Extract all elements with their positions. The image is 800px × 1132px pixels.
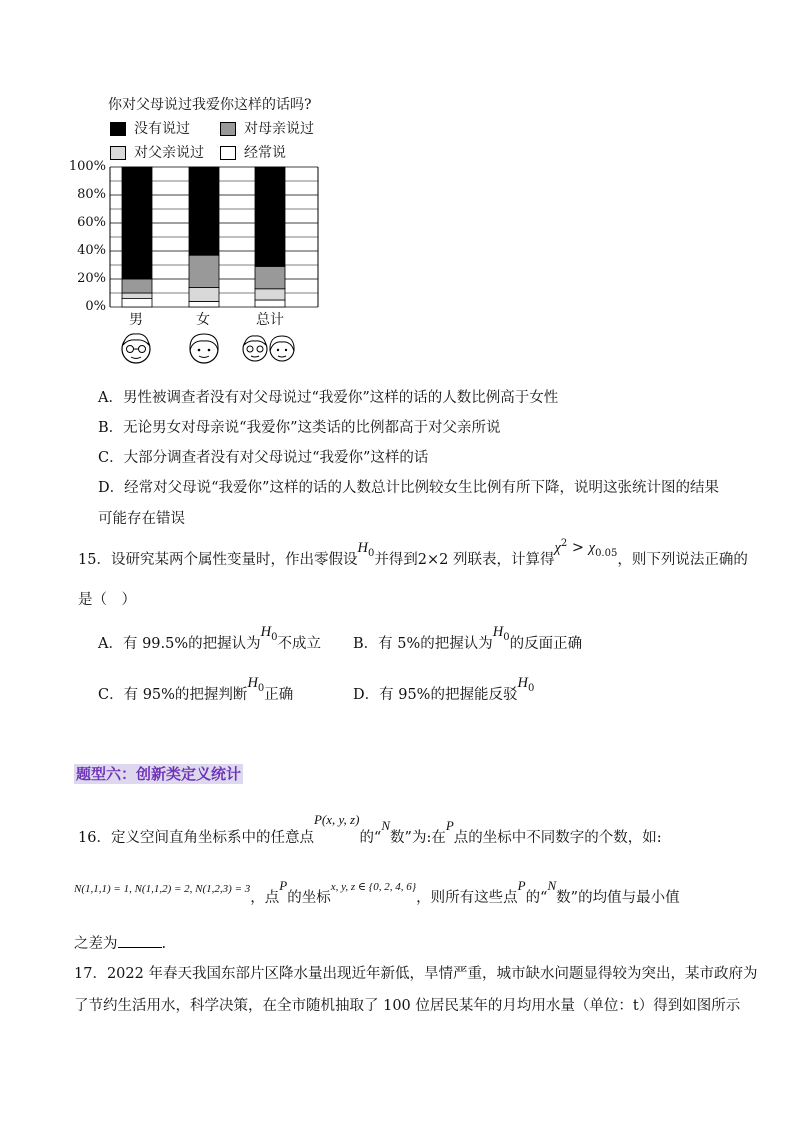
bar-segment-男-对母亲说过 — [122, 279, 152, 293]
group-faces-icon — [240, 330, 300, 366]
bar-segment-男-经常说 — [122, 299, 152, 307]
legend-label-mother: 对母亲说过 — [244, 121, 314, 137]
ytick-label: 40% — [77, 243, 106, 258]
bar-segment-女-对父亲说过 — [189, 287, 219, 301]
q17-line2: 了节约生活用水，科学决策，在全市随机抽取了 100 位居民某年的月均用水量（单位：t）得到如图所示 — [74, 998, 741, 1014]
q15-text-3: ，则下列说法正确的 — [617, 552, 748, 568]
q14-option-c: C．大部分调查者没有对父母说过“我爱你”这样的话 — [98, 450, 429, 466]
bar-segment-男-没有说过 — [122, 167, 152, 279]
section-heading: 题型六：创新类定义统计 — [76, 765, 242, 783]
q15-stem — [78, 538, 748, 571]
bar-segment-男-对父亲说过 — [122, 293, 152, 299]
q15-text-1: 15．设研究某两个属性变量时，作出零假设 — [78, 552, 358, 568]
chi-square-inequality: $\chi^2 > \chi_{0.05}$ — [554, 538, 618, 559]
q16-stem-line3: 之差为 . — [74, 936, 167, 952]
coordinate-set: x, y, z ∈ {0, 2, 4, 6} — [330, 881, 417, 893]
bar-segment-女-经常说 — [189, 301, 219, 307]
q15-option-b: B．有 5%的把握认为$H_0$的反面正确 — [353, 624, 583, 652]
q14-option-d-line1: D．经常对父母说“我爱你”这样的话的人数总计比例较女生比例有所下降，说明这张统计图的结果 — [98, 480, 719, 496]
answer-blank — [118, 935, 162, 948]
stacked-bar-chart — [0, 0, 400, 320]
bar-segment-总计-对父亲说过 — [255, 289, 285, 300]
ytick-label: 80% — [77, 187, 106, 202]
q15-option-a: A．有 99.5%的把握认为$H_0$不成立 — [98, 624, 322, 652]
q15-stem-end: 是（ ） — [78, 592, 136, 608]
q15-option-c: C．有 95%的把握判断$H_0$正确 — [98, 675, 294, 703]
q16-stem-line1: 16．定义空间直角坐标系中的任意点P(x, y, z)的“N数”为:在P点的坐标中不同数字的个数，如: — [78, 812, 662, 846]
q17-line1: 17．2022 年春天我国东部片区降水量出现近年新低，旱情严重，城市缺水问题显得较为突出，某市政府为 — [74, 966, 758, 982]
q14-option-b: B．无论男女对母亲说“我爱你”这类话的比例都高于对父亲所说 — [98, 420, 501, 436]
xtick-label-female: 女 — [196, 312, 210, 328]
q16-stem-line2: $^{N(1,1,1) = 1, N(1,1,2) = 2, N(1,2,3) = 3}$，点P的坐标$^{x, y, z \in \{0, 2, 4, 6\}}$，则所有这些点P的“N数”的均值与最小值 — [74, 878, 680, 906]
xtick-label-total: 总计 — [256, 312, 284, 328]
xtick-label-male: 男 — [129, 312, 143, 328]
n-number-examples: N(1,1,1) = 1, N(1,1,2) = 2, N(1,2,3) = 3 — [74, 883, 251, 895]
chart-title: 你对父母说过我爱你这样的话吗? — [108, 97, 312, 113]
q15-text-2: 并得到2×2 列联表，计算得 — [374, 552, 555, 568]
ytick-label: 0% — [85, 299, 106, 314]
legend-label-often: 经常说 — [244, 145, 286, 161]
ytick-label: 20% — [77, 271, 106, 286]
bar-segment-总计-对母亲说过 — [255, 266, 285, 288]
female-face-icon — [186, 330, 222, 366]
q14-option-a: A．男性被调查者没有对父母说过“我爱你”这样的话的人数比例高于女性 — [98, 390, 559, 406]
bar-segment-总计-经常说 — [255, 300, 285, 307]
legend-label-father: 对父亲说过 — [134, 145, 204, 161]
ytick-label: 60% — [77, 215, 106, 230]
bar-segment-女-对母亲说过 — [189, 255, 219, 287]
male-face-icon — [118, 330, 154, 366]
ytick-label: 100% — [68, 159, 106, 174]
bar-segment-总计-没有说过 — [255, 167, 285, 266]
q15-option-d: D．有 95%的把握能反驳$H_0$ — [353, 675, 535, 703]
bar-segment-女-没有说过 — [189, 167, 219, 255]
q14-option-d-line2: 可能存在错误 — [98, 511, 185, 527]
legend-label-never: 没有说过 — [134, 121, 190, 137]
point-p-xyz: P(x, y, z) — [313, 812, 360, 827]
h0-symbol: $H_0$ — [357, 540, 375, 559]
